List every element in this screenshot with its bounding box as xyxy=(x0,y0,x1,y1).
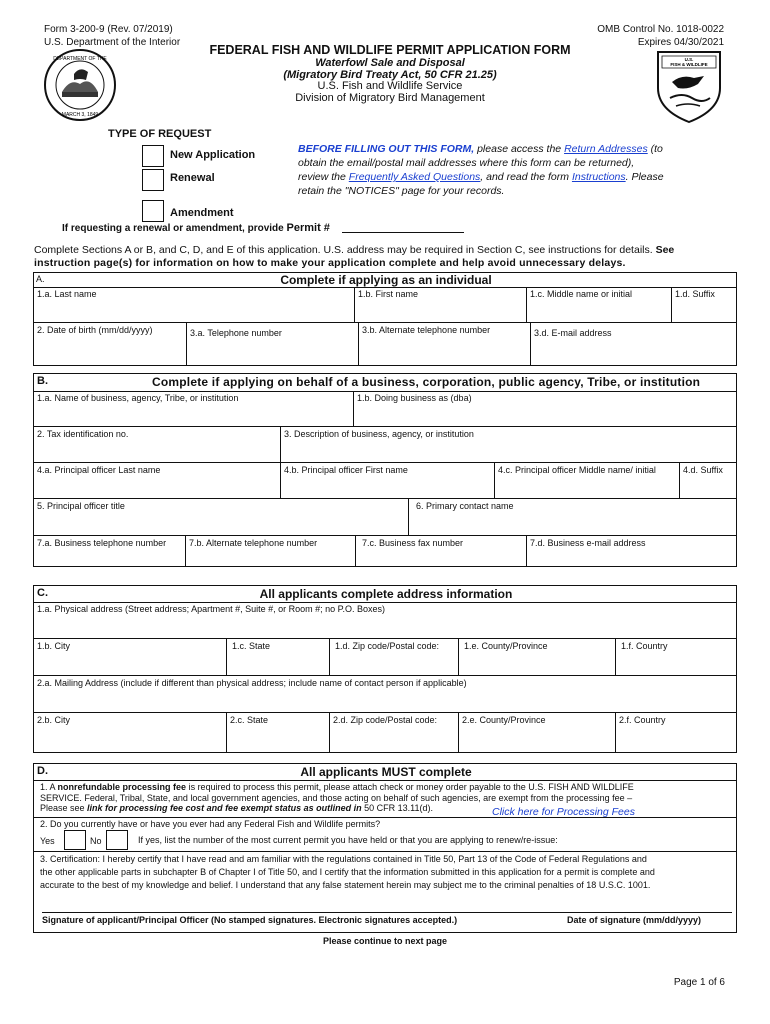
section-b xyxy=(33,373,737,567)
section-a xyxy=(33,272,737,366)
country-field[interactable]: 1.f. Country xyxy=(616,639,736,676)
section-b-title: Complete if applying on behalf of a business, corporation, public agency, Tribe, or institution xyxy=(152,375,701,389)
po-last-name-field[interactable]: 4.a. Principal officer Last name xyxy=(34,463,281,499)
instructions-link[interactable]: Instructions xyxy=(571,171,626,183)
zip-field[interactable]: 1.d. Zip code/Postal code: xyxy=(330,639,459,676)
section-d-title: All applicants MUST complete xyxy=(300,765,472,779)
suffix-field[interactable]: 1.d. Suffix xyxy=(672,287,736,323)
notice-lead: BEFORE FILLING OUT THIS FORM, xyxy=(298,143,475,155)
omb-control: OMB Control No. 1018-0022 xyxy=(597,24,724,35)
expiry-date: Expires 04/30/2021 xyxy=(637,37,724,48)
form-regulation: (Migratory Bird Treaty Act, 50 CFR 21.25) xyxy=(283,69,497,81)
permit-number-prompt: If yes, list the number of the most current permit you have held or that you are applying to renew/re-issue: xyxy=(138,835,558,845)
no-checkbox[interactable] xyxy=(106,830,128,850)
renewal-checkbox[interactable] xyxy=(142,169,164,191)
seal-icon xyxy=(40,48,120,122)
yes-label: Yes xyxy=(40,836,55,846)
section-c xyxy=(33,585,737,753)
page-number: Page 1 of 6 xyxy=(673,977,725,988)
section-c-letter: C. xyxy=(37,587,48,599)
business-alt-phone-field[interactable]: 7.b. Alternate telephone number xyxy=(186,536,356,567)
svg-text:DEPARTMENT OF THE: DEPARTMENT OF THE xyxy=(53,56,107,62)
certification-text: 3. Certification: I hereby certify that I have read and am familiar with the regulations contained in Title 50, Part 13 of the Code of Federal Regulations and the other applicable parts in subchapter B of Chapter I of Title 50, and I certify that the information submitted in this application for a permit is complete and accurate to the best of my knowledge and belief. I understand that any false statement herein may subject me to the criminal penalties of 18 U.S.C. 1001. xyxy=(40,854,655,890)
po-middle-name-field[interactable]: 4.c. Principal officer Middle name/ initial xyxy=(495,463,680,499)
telephone-field[interactable]: 3.a. Telephone number xyxy=(187,323,359,365)
signature-date-label: Date of signature (mm/dd/yyyy) xyxy=(567,915,702,925)
shield-icon xyxy=(652,48,726,124)
yes-checkbox[interactable] xyxy=(64,830,86,850)
mailing-country-field[interactable]: 2.f. Country xyxy=(619,715,666,725)
state-field[interactable]: 1.c. State xyxy=(227,639,330,676)
permit-number-field[interactable] xyxy=(342,232,464,233)
section-a-title: Complete if applying as an individual xyxy=(280,273,492,287)
primary-contact-field[interactable]: 6. Primary contact name xyxy=(409,499,736,536)
before-filling-notice: BEFORE FILLING OUT THIS FORM, please access the Return Addresses (to obtain the email/postal mail addresses where this form can be returned), review the Frequently Asked Questions, and read the form Instructions. Please retain the "NOTICES" page for your records. xyxy=(298,143,664,197)
intro-text: Complete Sections A or B, and C, D, and E of this application. U.S. address may be required in Section C, see instructions for details. See instruction page(s) for information on how to make your application complete and help avoid unnecessary delays. xyxy=(34,244,675,269)
section-d-letter: D. xyxy=(37,765,48,777)
section-d xyxy=(33,763,737,933)
renewal-label: Renewal xyxy=(170,172,215,184)
mailing-zip-field[interactable]: 2.d. Zip code/Postal code: xyxy=(330,713,459,752)
po-title-field[interactable]: 5. Principal officer title xyxy=(34,499,409,536)
section-b-letter: B. xyxy=(37,375,48,387)
svg-text:FISH & WILDLIFE: FISH & WILDLIFE xyxy=(670,62,708,67)
signature-label: Signature of applicant/Principal Officer (No stamped signatures. Electronic signatures accepted.) xyxy=(42,915,458,925)
continue-note: Please continue to next page xyxy=(322,936,448,946)
svg-text:U.S.: U.S. xyxy=(684,57,694,62)
business-email-field[interactable]: 7.d. Business e-mail address xyxy=(530,538,646,548)
agency-name: U.S. Fish and Wildlife Service xyxy=(317,80,463,92)
tax-id-field[interactable]: 2. Tax identification no. xyxy=(34,427,281,463)
alt-telephone-field[interactable]: 3.b. Alternate telephone number xyxy=(359,323,531,365)
dba-field[interactable]: 1.b. Doing business as (dba) xyxy=(354,391,736,427)
new-application-label: New Application xyxy=(170,149,256,161)
form-number: Form 3-200-9 (Rev. 07/2019) xyxy=(44,24,173,35)
svg-text:MARCH 3, 1849: MARCH 3, 1849 xyxy=(61,112,99,118)
form-title: FEDERAL FISH AND WILDLIFE PERMIT APPLICATION FORM xyxy=(209,43,571,57)
permits-question: 2. Do you currently have or have you ever had any Federal Fish and Wildlife permits? xyxy=(40,819,381,829)
processing-fee-text: 1. A nonrefundable processing fee is required to process this permit, please attach check or money order payable to the U.S. FISH AND WILDLIFE SERVICE. Federal, Tribal, State, and local government agencies, and those acting on behalf of such agencies, are exempt from the processing fee – Please see link for processing fee cost and fee exempt status as outlined in 50 CFR 13.11(d). xyxy=(40,782,634,813)
dob-field[interactable]: 2. Date of birth (mm/dd/yyyy) xyxy=(34,323,187,365)
signature-line[interactable] xyxy=(42,912,732,913)
mailing-county-field[interactable]: 2.e. County/Province xyxy=(459,713,616,752)
no-label: No xyxy=(90,836,102,846)
county-field[interactable]: 1.e. County/Province xyxy=(459,639,616,676)
section-a-letter: A. xyxy=(36,274,45,284)
department-name: U.S. Department of the Interior xyxy=(44,37,181,48)
faq-link[interactable]: Frequently Asked Questions xyxy=(348,171,481,183)
amendment-checkbox[interactable] xyxy=(142,200,164,222)
middle-name-field[interactable]: 1.c. Middle name or initial xyxy=(527,287,672,323)
business-phone-field[interactable]: 7.a. Business telephone number xyxy=(34,536,186,567)
first-name-field[interactable]: 1.b. First name xyxy=(355,287,527,323)
return-addresses-link[interactable]: Return Addresses xyxy=(564,143,648,155)
business-description-field[interactable]: 3. Description of business, agency, or institution xyxy=(281,427,736,463)
new-application-checkbox[interactable] xyxy=(142,145,164,167)
business-name-field[interactable]: 1.a. Name of business, agency, Tribe, or institution xyxy=(34,391,354,427)
po-first-name-field[interactable]: 4.b. Principal officer First name xyxy=(281,463,495,499)
form-subtitle: Waterfowl Sale and Disposal xyxy=(315,57,465,69)
email-field[interactable]: 3.d. E-mail address xyxy=(534,328,612,338)
processing-fees-link[interactable]: Click here for Processing Fees xyxy=(492,806,635,818)
mailing-address-field[interactable]: 2.a. Mailing Address (include if different than physical address; include name of contact person if applicable) xyxy=(34,676,736,713)
request-heading: TYPE OF REQUEST xyxy=(108,128,212,140)
division-name: Division of Migratory Bird Management xyxy=(295,92,485,104)
mailing-state-field[interactable]: 2.c. State xyxy=(227,713,330,752)
business-fax-field[interactable]: 7.c. Business fax number xyxy=(356,536,527,567)
section-c-title: All applicants complete address information xyxy=(259,587,513,601)
mailing-city-field[interactable]: 2.b. City xyxy=(34,713,227,752)
city-field[interactable]: 1.b. City xyxy=(34,639,227,676)
amendment-label: Amendment xyxy=(170,207,234,219)
po-suffix-field[interactable]: 4.d. Suffix xyxy=(680,463,736,499)
permit-prompt: If requesting a renewal or amendment, provide Permit # xyxy=(62,222,330,234)
last-name-field[interactable]: 1.a. Last name xyxy=(34,287,355,323)
physical-address-field[interactable]: 1.a. Physical address (Street address; Apartment #, Suite #, or Room #; no P.O. Boxes) xyxy=(34,602,736,639)
